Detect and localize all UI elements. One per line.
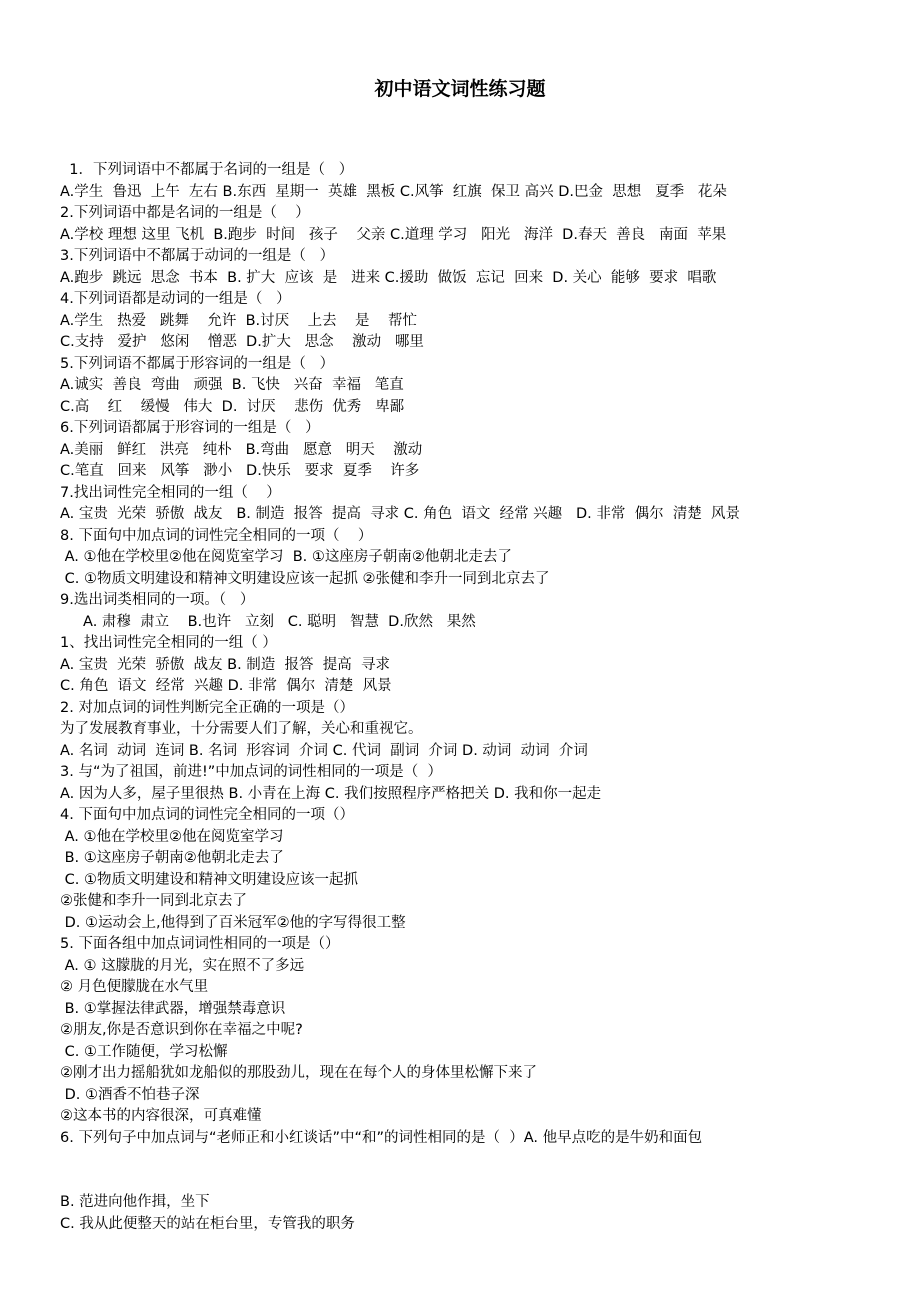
document-line: 1、找出词性完全相同的一组（ ） bbox=[60, 635, 277, 651]
document-line: A. ①他在学校里②他在阅览室学习 bbox=[60, 828, 284, 845]
document-line: 2. 对加点词的词性判断完全正确的一项是（） bbox=[60, 699, 354, 716]
document-line: A.跑步 跳远 思念 书本 B. 扩大 应该 是 进来 C.援助 做饭 忘记 回来 D. 关心 能够 要求 唱歌 bbox=[60, 269, 717, 286]
document-line: 6.下列词语都属于形容词的一组是（ ） bbox=[60, 420, 320, 436]
document-line: C. 角色 语文 经常 兴趣 D. 非常 偶尔 清楚 风景 bbox=[60, 678, 392, 694]
document-line: 8. 下面句中加点词的词性完全相同的一项（ ） bbox=[60, 527, 373, 544]
document-line: 3. 与“为了祖国，前进!”中加点词的词性相同的一项是（ ） bbox=[60, 764, 442, 780]
document-line: A. 宝贵 光荣 骄傲 战友 B. 制造 报答 提高 寻求 bbox=[60, 656, 390, 673]
document-line: C.笔直 回来 风筝 渺小 D.快乐 要求 夏季 许多 bbox=[60, 463, 420, 479]
document-line: A.学生 鲁迅 上午 左右 B.东西 星期一 英雄 黑板 C.风筝 红旗 保卫 高兴 D.巴金 思想 夏季 花朵 bbox=[60, 183, 727, 200]
document-line: A. 肃穆 肃立 B.也许 立刻 C. 聪明 智慧 D.欣然 果然 bbox=[60, 613, 476, 630]
document-line: A.美丽 鲜红 洪亮 纯朴 B.弯曲 愿意 明天 激动 bbox=[60, 441, 423, 458]
document-line: B. 范进向他作揖，坐下 bbox=[60, 1194, 210, 1210]
document-line: 9.选出词类相同的一项。（ ） bbox=[60, 592, 255, 608]
document-line: C. 我从此便整天的站在柜台里，专管我的职务 bbox=[60, 1215, 355, 1232]
document-line: A.学生 热爱 跳舞 允许 B.讨厌 上去 是 帮忙 bbox=[60, 312, 417, 329]
document-line: 6. 下列句子中加点词与“老师正和小红谈话”中“和”的词性相同的是（ ）A. 他早点吃的是牛奶和面包 bbox=[60, 1129, 703, 1146]
document-line: A. 名词 动词 连词 B. 名词 形容词 介词 C. 代词 副词 介词 D. 动词 动词 介词 bbox=[60, 742, 588, 759]
document-line: 3.下列词语中不都属于动词的一组是（ ） bbox=[60, 248, 335, 264]
page-title: 初中语文词性练习题 bbox=[374, 78, 546, 100]
document-line: C.支持 爱护 悠闲 憎恶 D.扩大 思念 激动 哪里 bbox=[60, 334, 424, 350]
document-line: C. ①物质文明建设和精神文明建设应该一起抓 bbox=[60, 871, 358, 888]
document-line: ② 月色便朦胧在水气里 bbox=[60, 979, 209, 995]
document-line: C. ①工作随便，学习松懈 bbox=[60, 1043, 228, 1060]
document-line: 5. 下面各组中加点词词性相同的一项是（） bbox=[60, 936, 340, 952]
document-line: ②朋友,你是否意识到你在幸福之中呢? bbox=[60, 1022, 303, 1038]
document-line: 1．下列词语中不都属于名词的一组是（ ） bbox=[60, 162, 354, 178]
document-line: A. ① 这朦胧的月光，实在照不了多远 bbox=[60, 957, 305, 974]
document-line: C.高 红 缓慢 伟大 D. 讨厌 悲伤 优秀 卑鄙 bbox=[60, 398, 405, 415]
document-line: ②刚才出力摇船犹如龙船似的那股劲儿，现在在每个人的身体里松懈下来了 bbox=[60, 1065, 537, 1081]
document-line: 5.下列词语不都属于形容词的一组是（ ） bbox=[60, 355, 335, 372]
document-line: B. ①这座房子朝南②他朝北走去了 bbox=[60, 850, 284, 866]
document-line: B. ①掌握法律武器，增强禁毒意识 bbox=[60, 1000, 286, 1017]
document-line: 4.下列词语都是动词的一组是（ ） bbox=[60, 291, 291, 307]
document-line: C. ①物质文明建设和精神文明建设应该一起抓 ②张健和李升一同到北京去了 bbox=[60, 570, 550, 587]
document-line: A. 因为人多，屋子里很热 B. 小青在上海 C. 我们按照程序严格把关 D. 我和你一起走 bbox=[60, 785, 602, 802]
document-line: 7.找出词性完全相同的一组（ ） bbox=[60, 484, 281, 501]
document-line: ②张健和李升一同到北京去了 bbox=[60, 893, 247, 909]
document-line: ②这本书的内容很深，可真难懂 bbox=[60, 1108, 262, 1124]
document-line: A.诚实 善良 弯曲 顽强 B. 飞快 兴奋 幸福 笔直 bbox=[60, 377, 404, 393]
document-line: D. ①酒香不怕巷子深 bbox=[60, 1086, 200, 1103]
document-line bbox=[60, 1149, 905, 1192]
document-line: A. ①他在学校里②他在阅览室学习 B. ①这座房子朝南②他朝北走去了 bbox=[60, 549, 512, 565]
document-line: 2.下列词语中都是名词的一组是（ ） bbox=[60, 205, 310, 221]
document-line: 为了发展教育事业，十分需要人们了解，关心和重视它。 bbox=[60, 721, 423, 737]
document-body bbox=[60, 160, 905, 1235]
document-line: A. 宝贵 光荣 骄傲 战友 B. 制造 报答 提高 寻求 C. 角色 语文 经常 兴趣 D. 非常 偶尔 清楚 风景 bbox=[60, 506, 741, 522]
document-line: 4. 下面句中加点词的词性完全相同的一项（） bbox=[60, 807, 354, 823]
document-line: D. ①运动会上,他得到了百米冠军②他的字写得很工整 bbox=[60, 914, 406, 931]
document-line: A.学校 理想 这里 飞机 B.跑步 时间 孩子 父亲 C.道理 学习 阳光 海洋 D.春天 善良 南面 苹果 bbox=[60, 226, 727, 243]
